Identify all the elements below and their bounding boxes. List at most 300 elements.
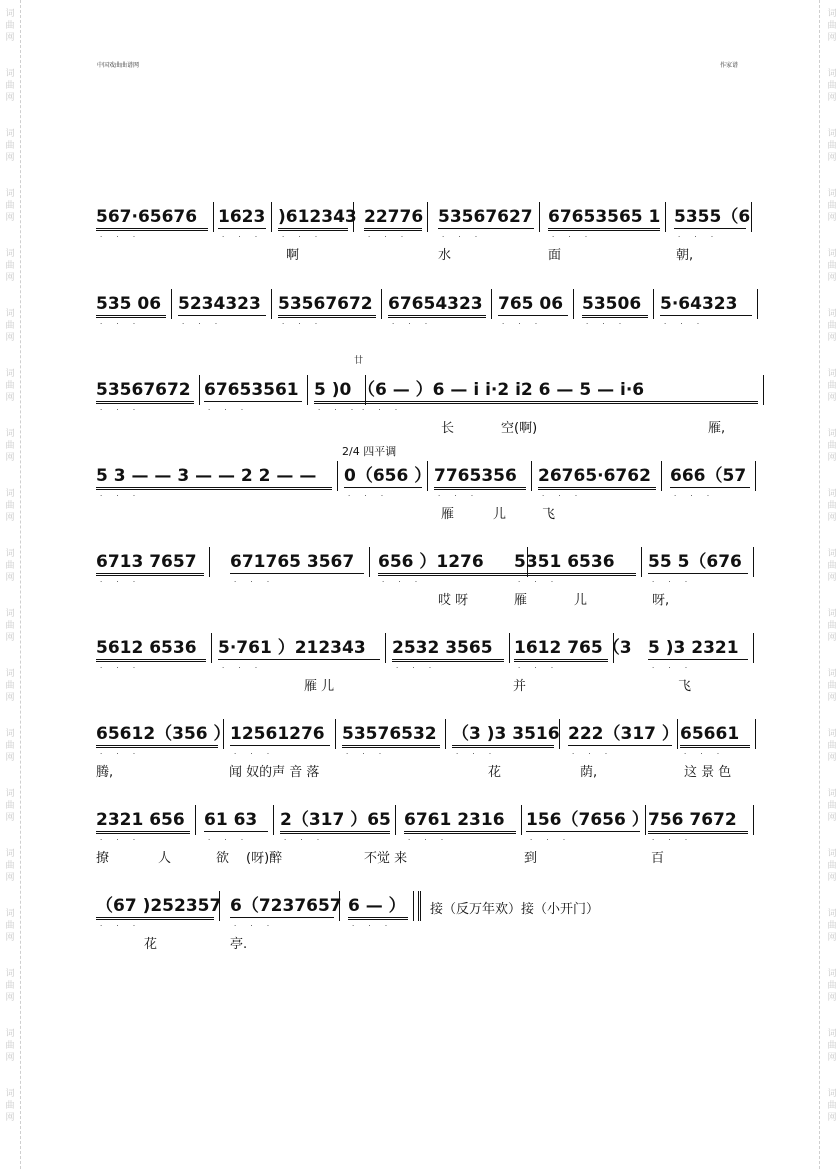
bar-line xyxy=(271,289,272,319)
watermark-glyphs xyxy=(3,908,17,944)
measure-notes: 5·761 ）212343 xyxy=(218,637,380,660)
watermark-glyph: 网 xyxy=(5,753,15,763)
watermark-glyphs xyxy=(3,488,17,524)
octave-dots: · · · xyxy=(652,664,694,672)
watermark-glyph: 网 xyxy=(5,873,15,883)
watermark-glyphs xyxy=(3,428,17,464)
measure-notes: 67653561 xyxy=(204,379,302,402)
watermark-glyph: 词 xyxy=(5,189,15,199)
octave-dots: · · · xyxy=(284,836,326,844)
watermark-glyph: 网 xyxy=(827,93,837,103)
watermark-glyph: 网 xyxy=(827,993,837,1003)
measure-notes: 7765356 xyxy=(434,465,526,490)
watermark-glyph: 网 xyxy=(5,33,15,43)
octave-dots: · · · xyxy=(222,233,264,241)
watermark-glyphs xyxy=(3,8,17,44)
measure-notes: 2（317 ）65 xyxy=(280,809,390,834)
lyric-text: 雁 xyxy=(441,507,455,522)
measure-notes: （6 — ）6 — i i·2 i2 6 — 5 — i·6 xyxy=(358,379,758,404)
octave-dots: · · · xyxy=(100,578,142,586)
score-line xyxy=(96,723,756,793)
bar-line xyxy=(211,633,212,663)
lyric-text: 儿 xyxy=(574,593,588,608)
bar-line xyxy=(665,202,666,232)
bar-line xyxy=(195,805,196,835)
measure-notes: 61 63 xyxy=(204,809,268,832)
left-fold-line xyxy=(20,0,21,1169)
watermark-glyph: 曲 xyxy=(5,81,15,91)
bar-line xyxy=(755,461,756,491)
watermark-glyph: 词 xyxy=(5,849,15,859)
watermark-glyph: 曲 xyxy=(827,621,837,631)
watermark-glyph: 词 xyxy=(5,69,15,79)
watermark-glyph: 词 xyxy=(5,309,15,319)
measure-notes: 5 )3 2321 xyxy=(648,637,748,660)
octave-dots: · · · xyxy=(282,320,324,328)
watermark-glyph: 曲 xyxy=(5,1041,15,1051)
watermark-glyph: 词 xyxy=(5,669,15,679)
watermark-glyph: 曲 xyxy=(827,861,837,871)
watermark-glyphs xyxy=(825,848,839,884)
watermark-glyph: 词 xyxy=(827,549,837,559)
watermark-glyphs xyxy=(3,368,17,404)
watermark-glyph: 词 xyxy=(827,789,837,799)
watermark-glyph: 词 xyxy=(5,909,15,919)
bar-line xyxy=(271,202,272,232)
watermark-glyph: 曲 xyxy=(827,561,837,571)
watermark-glyphs xyxy=(3,248,17,284)
watermark-glyph: 网 xyxy=(5,993,15,1003)
watermark-glyph: 词 xyxy=(827,489,837,499)
watermark-glyphs xyxy=(825,968,839,1004)
measure-notes: 156（7656 ） xyxy=(526,810,649,830)
watermark-glyphs xyxy=(3,548,17,584)
watermark-glyph: 曲 xyxy=(5,21,15,31)
bar-line xyxy=(273,805,274,835)
measure-notes: 53567672 xyxy=(96,379,194,404)
watermark-glyph: 词 xyxy=(827,189,837,199)
measure-notes: 666（57 xyxy=(670,465,750,488)
bar-line xyxy=(573,289,574,319)
measure-notes: 5351 6536 xyxy=(514,551,636,576)
watermark-glyph: 曲 xyxy=(827,141,837,151)
watermark-glyph: 网 xyxy=(827,1053,837,1063)
author-label: 作家谱 xyxy=(720,62,739,69)
watermark-glyphs xyxy=(3,848,17,884)
lyric-text: 飞 xyxy=(542,507,556,522)
watermark-glyph: 网 xyxy=(827,693,837,703)
bar-line xyxy=(353,202,354,232)
watermark-glyph: 网 xyxy=(5,393,15,403)
watermark-glyph: 曲 xyxy=(5,261,15,271)
measure-notes: 6761 2316 xyxy=(404,809,516,834)
watermark-glyphs xyxy=(825,1028,839,1064)
measure-notes: 222（317 ） xyxy=(568,724,679,744)
watermark-glyph: 曲 xyxy=(827,81,837,91)
watermark-glyphs xyxy=(825,788,839,824)
bar-line xyxy=(521,805,522,835)
watermark-glyph: 网 xyxy=(5,573,15,583)
watermark-glyphs xyxy=(825,308,839,344)
measure-notes: 756 7672 xyxy=(648,809,748,834)
watermark-glyph: 词 xyxy=(5,129,15,139)
watermark-glyph: 曲 xyxy=(5,501,15,511)
bar-line xyxy=(335,719,336,749)
watermark-glyph: 网 xyxy=(827,813,837,823)
bar-line xyxy=(339,891,340,921)
watermark-glyph: 词 xyxy=(827,669,837,679)
watermark-glyph: 词 xyxy=(5,9,15,19)
time-signature-label: 2/4 四平调 xyxy=(342,445,397,458)
watermark-glyphs xyxy=(3,728,17,764)
watermark-glyph: 词 xyxy=(5,489,15,499)
watermark-glyph: 词 xyxy=(5,549,15,559)
lyric-text: 雁 xyxy=(514,593,528,608)
watermark-glyph: 网 xyxy=(5,933,15,943)
watermark-glyph: 网 xyxy=(827,273,837,283)
measure-notes: 1612 765（3 xyxy=(514,637,608,662)
watermark-glyphs xyxy=(825,248,839,284)
watermark-glyph: 曲 xyxy=(5,381,15,391)
watermark-glyphs xyxy=(825,188,839,224)
free-meter-mark: 廿 xyxy=(354,356,364,366)
watermark-glyph: 曲 xyxy=(5,801,15,811)
watermark-glyphs xyxy=(3,788,17,824)
watermark-glyph: 词 xyxy=(827,129,837,139)
bar-line xyxy=(491,289,492,319)
octave-dots: · · · xyxy=(664,320,706,328)
watermark-glyphs xyxy=(3,128,17,164)
watermark-glyph: 网 xyxy=(827,213,837,223)
watermark-glyph: 网 xyxy=(827,333,837,343)
octave-dots: · · · xyxy=(368,233,410,241)
octave-dots: · · · xyxy=(100,664,142,672)
right-fold-line xyxy=(819,0,820,1169)
watermark-glyphs xyxy=(825,1088,839,1124)
watermark-glyphs xyxy=(3,1088,17,1124)
watermark-glyph: 网 xyxy=(5,213,15,223)
octave-dots: · · · xyxy=(438,492,480,500)
bar-line xyxy=(539,202,540,232)
watermark-glyph: 词 xyxy=(827,249,837,259)
bar-line xyxy=(171,289,172,319)
measure-notes: 5·64323 xyxy=(660,293,752,316)
watermark-glyph: 曲 xyxy=(5,861,15,871)
octave-dots: · · · xyxy=(518,664,560,672)
measure-notes: 5234323 xyxy=(178,293,266,316)
watermark-glyph: 曲 xyxy=(827,201,837,211)
watermark-glyph: 词 xyxy=(5,729,15,739)
lyric-text: 欲 xyxy=(216,851,230,866)
measure-notes: 567·65676 xyxy=(96,206,208,231)
lyric-text: 长 xyxy=(441,421,455,436)
watermark-glyph: 网 xyxy=(5,813,15,823)
measure-notes: （3 )3 3516 xyxy=(452,723,554,748)
octave-dots: · · · xyxy=(442,233,484,241)
bar-line xyxy=(559,719,560,749)
watermark-glyph: 曲 xyxy=(5,441,15,451)
measure-notes: 2321 656 xyxy=(96,809,190,834)
bar-line xyxy=(753,633,754,663)
octave-dots: · · · xyxy=(100,922,142,930)
lyric-text: (呀)醉 xyxy=(246,851,283,866)
measure-notes: 656 ）1276 xyxy=(378,551,522,576)
watermark-glyph: 曲 xyxy=(827,1041,837,1051)
watermark-glyph: 词 xyxy=(827,1089,837,1099)
octave-dots: · · · xyxy=(586,320,628,328)
continuation-note: 接（反万年欢）接（小开门） xyxy=(430,902,600,917)
watermark-glyphs xyxy=(825,728,839,764)
octave-dots: · · · xyxy=(572,750,614,758)
bar-line xyxy=(509,633,510,663)
lyric-text: 哎 呀 xyxy=(438,593,469,608)
octave-dots: · · · xyxy=(518,578,560,586)
watermark-glyph: 曲 xyxy=(827,801,837,811)
measure-notes: 535 06 xyxy=(96,293,166,318)
measure-notes: 671765 3567 xyxy=(230,551,364,574)
watermark-glyph: 网 xyxy=(5,453,15,463)
octave-dots: · · · xyxy=(100,320,142,328)
measure-notes: 53576532 xyxy=(342,723,440,748)
watermark-glyph: 词 xyxy=(827,1029,837,1039)
lyric-text: 人 xyxy=(158,851,172,866)
octave-dots: · · · xyxy=(396,664,438,672)
watermark-glyph: 网 xyxy=(5,513,15,523)
watermark-glyphs xyxy=(825,368,839,404)
watermark-glyphs xyxy=(825,128,839,164)
lyric-text: 这 景 色 xyxy=(684,765,732,780)
watermark-glyph: 词 xyxy=(5,1089,15,1099)
bar-line xyxy=(307,375,308,405)
lyric-text: 百 xyxy=(651,851,665,866)
bar-line xyxy=(753,805,754,835)
lyric-text: 花 xyxy=(488,765,502,780)
watermark-glyph: 曲 xyxy=(827,441,837,451)
measure-notes: 5355（6 xyxy=(674,207,751,227)
octave-dots: · · · xyxy=(552,233,594,241)
octave-dots: · · · xyxy=(100,406,142,414)
octave-dots: · · · xyxy=(352,922,394,930)
right-watermark-strip xyxy=(818,0,840,1169)
bar-line xyxy=(385,633,386,663)
score-line xyxy=(96,895,756,965)
bar-line xyxy=(641,547,642,577)
bar-line xyxy=(369,547,370,577)
score-line xyxy=(96,293,756,363)
watermark-glyph: 词 xyxy=(5,429,15,439)
watermark-glyph: 网 xyxy=(5,1053,15,1063)
watermark-glyph: 网 xyxy=(827,513,837,523)
octave-dots: · · · xyxy=(408,836,450,844)
measure-notes: 6713 7657 xyxy=(96,551,204,576)
watermark-glyph: 网 xyxy=(827,573,837,583)
watermark-glyphs xyxy=(825,548,839,584)
bar-line xyxy=(427,202,428,232)
bar-line xyxy=(755,719,756,749)
watermark-glyph: 网 xyxy=(827,393,837,403)
octave-dots: · · · xyxy=(362,406,404,414)
watermark-glyphs xyxy=(825,428,839,464)
lyric-text: 雁 儿 xyxy=(304,679,335,694)
octave-dots: · · · xyxy=(100,233,142,241)
watermark-glyphs xyxy=(825,8,839,44)
watermark-glyphs xyxy=(3,188,17,224)
watermark-glyph: 曲 xyxy=(5,741,15,751)
watermark-glyph: 词 xyxy=(827,69,837,79)
measure-notes: 65612（356 ） xyxy=(96,723,218,748)
bar-line xyxy=(645,805,646,835)
watermark-glyphs xyxy=(825,488,839,524)
watermark-glyph: 曲 xyxy=(5,921,15,931)
bar-line xyxy=(209,547,210,577)
watermark-glyph: 曲 xyxy=(827,981,837,991)
octave-dots: · · · xyxy=(530,836,572,844)
octave-dots: · · · xyxy=(182,320,224,328)
lyric-text: 呀, xyxy=(652,593,670,608)
watermark-glyph: 曲 xyxy=(827,681,837,691)
bar-line xyxy=(763,375,764,405)
lyric-text: 空(啊) xyxy=(501,421,538,436)
lyric-text: 撩 xyxy=(96,851,110,866)
watermark-glyph: 网 xyxy=(5,333,15,343)
bar-line xyxy=(661,461,662,491)
watermark-glyphs xyxy=(825,608,839,644)
score-line xyxy=(96,637,756,707)
octave-dots: · · · xyxy=(348,492,390,500)
watermark-glyph: 词 xyxy=(827,429,837,439)
source-site-label: 中国戏曲曲谱网 xyxy=(97,62,140,69)
bar-line xyxy=(445,719,446,749)
watermark-glyph: 曲 xyxy=(827,321,837,331)
measure-notes: 55 5（676 xyxy=(648,551,748,574)
watermark-glyph: 曲 xyxy=(827,501,837,511)
measure-notes: 22776 xyxy=(364,206,422,231)
lyric-text: 啊 xyxy=(286,248,300,263)
watermark-glyph: 词 xyxy=(827,609,837,619)
watermark-glyph: 网 xyxy=(827,153,837,163)
octave-dots: · · · xyxy=(100,836,142,844)
measure-notes: 6 — ） xyxy=(348,895,408,920)
octave-dots: · · · xyxy=(234,750,276,758)
measure-notes: 67653565 1 xyxy=(548,206,660,231)
octave-dots: · · · xyxy=(208,836,250,844)
watermark-glyph: 曲 xyxy=(5,681,15,691)
lyric-text: 面 xyxy=(548,248,562,263)
watermark-glyph: 词 xyxy=(827,369,837,379)
watermark-glyph: 网 xyxy=(827,753,837,763)
watermark-glyph: 曲 xyxy=(827,921,837,931)
bar-line xyxy=(213,202,214,232)
watermark-glyph: 曲 xyxy=(827,21,837,31)
watermark-glyph: 词 xyxy=(5,249,15,259)
watermark-glyph: 网 xyxy=(5,693,15,703)
bar-line xyxy=(757,289,758,319)
lyric-text: 亭. xyxy=(230,937,248,952)
watermark-glyph: 词 xyxy=(5,369,15,379)
watermark-glyph: 词 xyxy=(827,9,837,19)
watermark-glyph: 网 xyxy=(5,1113,15,1123)
watermark-glyph: 网 xyxy=(827,933,837,943)
score-line xyxy=(96,551,756,621)
octave-dots: · · · xyxy=(684,750,726,758)
bar-line xyxy=(219,891,220,921)
watermark-glyph: 网 xyxy=(5,633,15,643)
lyric-text: 荫, xyxy=(580,765,598,780)
watermark-glyph: 词 xyxy=(5,1029,15,1039)
bar-line xyxy=(427,461,428,491)
measure-notes: 1623 xyxy=(218,207,266,227)
measure-notes: 2532 3565 xyxy=(392,637,504,662)
bar-line xyxy=(751,202,752,232)
bar-line xyxy=(653,289,654,319)
watermark-glyphs xyxy=(3,608,17,644)
watermark-glyph: 网 xyxy=(827,453,837,463)
final-bar-line xyxy=(418,891,423,921)
octave-dots: · · · xyxy=(346,750,388,758)
octave-dots: · · · xyxy=(674,492,716,500)
watermark-glyph: 曲 xyxy=(5,981,15,991)
measure-notes: 765 06 xyxy=(498,293,568,316)
lyric-text: 雁, xyxy=(708,421,726,436)
octave-dots: · · · xyxy=(382,578,424,586)
score-line xyxy=(96,445,756,535)
watermark-glyph: 词 xyxy=(5,969,15,979)
watermark-glyph: 网 xyxy=(827,873,837,883)
octave-dots: · · · xyxy=(678,233,720,241)
lyric-text: 不觉 来 xyxy=(364,851,408,866)
lyric-text: 腾, xyxy=(96,765,114,780)
watermark-glyph: 曲 xyxy=(827,261,837,271)
octave-dots: · · · xyxy=(234,578,276,586)
watermark-glyph: 词 xyxy=(827,849,837,859)
octave-dots: · · · xyxy=(502,320,544,328)
measure-notes: 6（7237657 xyxy=(230,896,342,916)
bar-line xyxy=(381,289,382,319)
watermark-glyphs xyxy=(3,68,17,104)
left-watermark-strip xyxy=(0,0,22,1169)
watermark-glyph: 词 xyxy=(827,909,837,919)
score-line xyxy=(96,809,756,879)
measure-notes: 67654323 xyxy=(388,293,486,318)
octave-dots: · · · xyxy=(222,664,264,672)
bar-line xyxy=(613,633,614,663)
watermark-glyph: 曲 xyxy=(5,621,15,631)
watermark-glyph: 词 xyxy=(5,609,15,619)
octave-dots: · · · xyxy=(652,836,694,844)
watermark-glyph: 曲 xyxy=(5,141,15,151)
watermark-glyph: 词 xyxy=(827,309,837,319)
measure-notes: 26765·6762 xyxy=(538,465,656,490)
bar-line xyxy=(413,891,414,921)
measure-notes: )612343 xyxy=(278,206,348,231)
lyric-text: 闻 奴的声 音 落 xyxy=(229,765,320,780)
watermark-glyph: 曲 xyxy=(5,201,15,211)
measure-notes: 5 )0 xyxy=(314,379,360,404)
measure-notes: 65661 xyxy=(680,723,750,748)
measure-notes: 0（656 ） xyxy=(344,466,432,486)
bar-line xyxy=(199,375,200,405)
watermark-glyph: 词 xyxy=(827,969,837,979)
octave-dots: · · · xyxy=(542,492,584,500)
watermark-glyphs xyxy=(3,1028,17,1064)
octave-dots: · · · xyxy=(234,922,276,930)
watermark-glyph: 曲 xyxy=(5,561,15,571)
watermark-glyph: 曲 xyxy=(827,1101,837,1111)
watermark-glyphs xyxy=(3,968,17,1004)
octave-dots: · · · xyxy=(392,320,434,328)
octave-dots: · · · xyxy=(208,406,250,414)
watermark-glyph: 词 xyxy=(827,729,837,739)
